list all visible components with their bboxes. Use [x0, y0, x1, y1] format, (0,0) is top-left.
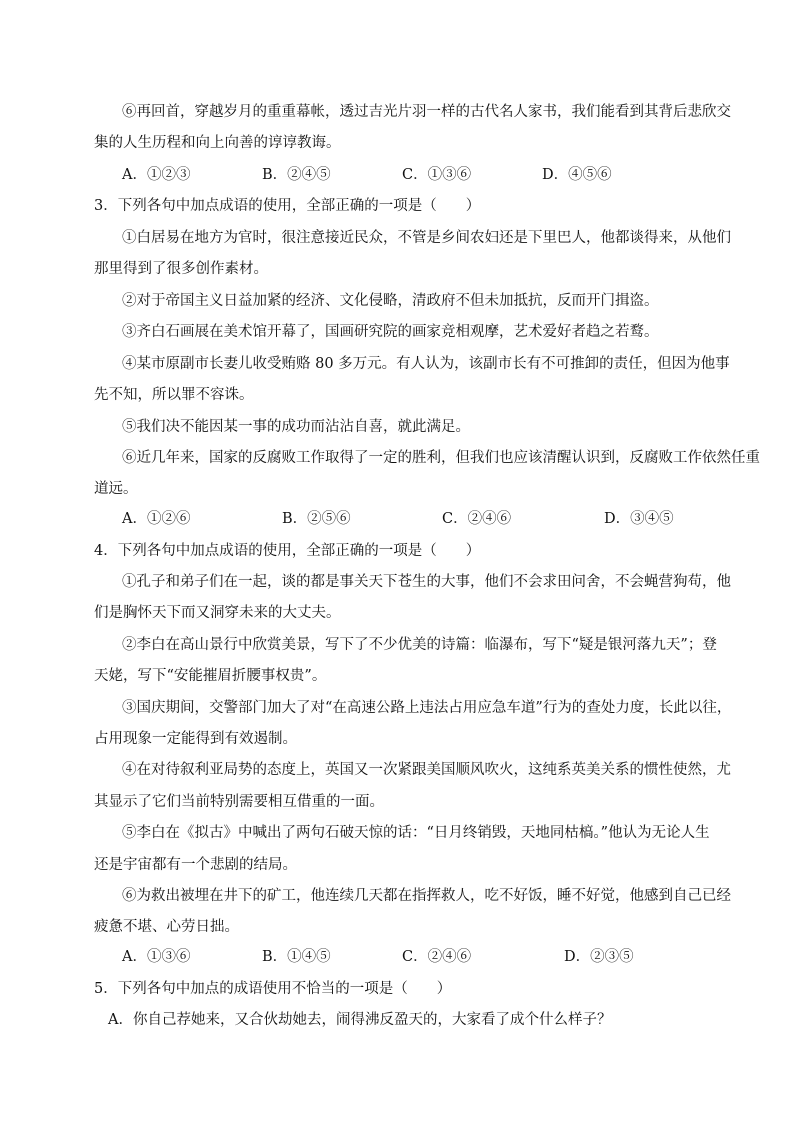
q3-option-c: C．②④⑥ — [442, 511, 512, 527]
q4-item5-line1: ⑤李白在《拟古》中喊出了两句石破天惊的话：“日月终销毁，天地同枯槁。”他认为无论人生 — [122, 825, 710, 841]
q4-options — [122, 947, 722, 967]
q2-option-a: A．①②③ — [122, 167, 191, 183]
q4-option-b: B．①④⑤ — [262, 949, 331, 965]
q2-option-d: D．④⑤⑥ — [542, 167, 612, 183]
q4-item2-line2: 天姥，写下“安能摧眉折腰事权贵”。 — [94, 668, 327, 684]
q3-item6-line2: 道远。 — [94, 481, 138, 497]
q5-option-a: A．你自己荐她来，又合伙劫她去，闹得沸反盈天的，大家看了成个什么样子？ — [108, 1012, 612, 1028]
q2-option-b: B．②④⑤ — [262, 167, 331, 183]
q3-item1-line1: ①白居易在地方为官时，很注意接近民众，不管是乡间农妇还是下里巴人，他都谈得来，从他们 — [122, 230, 731, 246]
q4-item6-line1: ⑥为救出被埋在井下的矿工，他连续几天都在指挥救人，吃不好饭，睡不好觉，他感到自己已经 — [122, 888, 731, 904]
q3-options — [122, 509, 722, 529]
q4-item1-line2: 们是胸怀天下而又洞穿未来的大丈夫。 — [94, 605, 341, 621]
q4-item6-line2: 疲惫不堪、心劳日拙。 — [94, 919, 239, 935]
q5-stem: 5．下列各句中加点的成语使用不恰当的一项是（ ） — [94, 981, 452, 997]
q4-item3-line1: ③国庆期间，交警部门加大了对“在高速公路上违法占用应急车道”行为的查处力度，长此以往， — [122, 700, 732, 716]
q4-stem: 4．下列各句中加点成语的使用，全部正确的一项是（ ） — [94, 543, 481, 559]
q3-item1-line2: 那里得到了很多创作素材。 — [94, 261, 268, 277]
q3-option-d: D．③④⑤ — [604, 511, 674, 527]
q3-item6-line1: ⑥近几年来，国家的反腐败工作取得了一定的胜利，但我们也应该清醒认识到，反腐败工作依然任重 — [122, 450, 760, 466]
q3-item4-line1: ④某市原副市长妻儿收受贿赂 80 多万元。有人认为，该副市长有不可推卸的责任，但因为他事 — [122, 356, 730, 372]
q3-option-b: B．②⑤⑥ — [282, 511, 351, 527]
q4-option-a: A．①③⑥ — [122, 949, 191, 965]
q4-item1-line1: ①孔子和弟子们在一起，谈的都是事关天下苍生的大事，他们不会求田问舍，不会蝇营狗苟，他 — [122, 574, 731, 590]
q4-option-d: D．②③⑤ — [564, 949, 634, 965]
q4-item4-line1: ④在对待叙利亚局势的态度上，英国又一次紧跟美国顺风吹火，这纯系英美关系的惯性使然，尤 — [122, 762, 731, 778]
q4-item4-line2: 其显示了它们当前特别需要相互借重的一面。 — [94, 794, 384, 810]
q3-item4-line2: 先不知，所以罪不容诛。 — [94, 387, 254, 403]
q4-item2-line1: ②李白在高山景行中欣赏美景，写下了不少优美的诗篇：临瀑布，写下“疑是银河落九天”；登 — [122, 637, 717, 653]
q3-item5: ⑤我们决不能因某一事的成功而沾沾自喜，就此满足。 — [122, 419, 470, 435]
q4-item3-line2: 占用现象一定能得到有效遏制。 — [94, 731, 297, 747]
q2-item6-line1: ⑥再回首，穿越岁月的重重幕帐，透过吉光片羽一样的古代名人家书，我们能看到其背后悲欣交 — [122, 104, 731, 120]
q3-item3: ③齐白石画展在美术馆开幕了，国画研究院的画家竞相观摩，艺术爱好者趋之若鹜。 — [122, 324, 659, 340]
q2-options — [122, 165, 722, 185]
q3-option-a: A．①②⑥ — [122, 511, 191, 527]
q3-stem: 3．下列各句中加点成语的使用，全部正确的一项是（ ） — [94, 198, 481, 214]
q2-item6-line2: 集的人生历程和向上向善的谆谆教诲。 — [94, 135, 341, 151]
q2-option-c: C．①③⑥ — [402, 167, 472, 183]
q3-item2: ②对于帝国主义日益加紧的经济、文化侵略，清政府不但未加抵抗，反而开门揖盗。 — [122, 293, 659, 309]
q4-option-c: C．②④⑥ — [402, 949, 472, 965]
q4-item5-line2: 还是宇宙都有一个悲剧的结局。 — [94, 857, 297, 873]
